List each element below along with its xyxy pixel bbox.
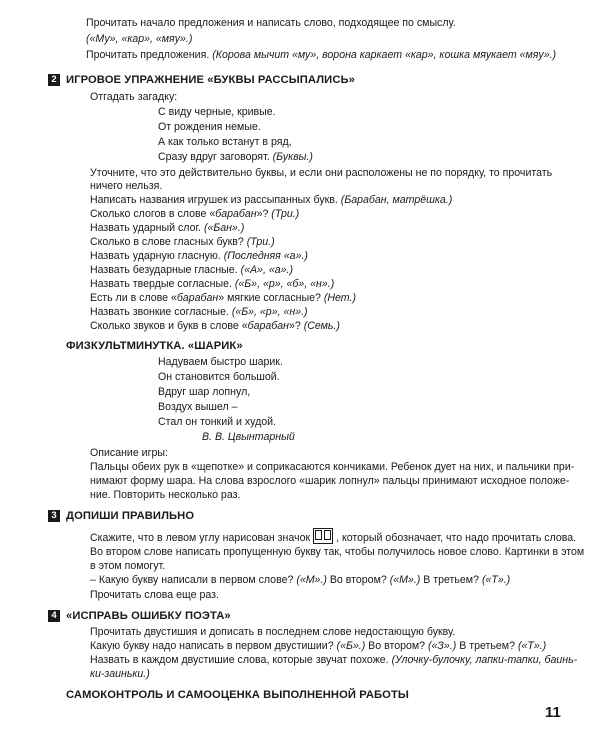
dialog-ans2: («М».): [389, 574, 421, 586]
dialog-ans1: («М».): [296, 574, 327, 586]
question-8-answer: (Нет.): [323, 292, 356, 304]
dialog-q2: Во втором?: [326, 574, 390, 586]
clarify-line-2: ничего нельзя.: [90, 180, 163, 192]
section-3-number: 3: [48, 510, 60, 522]
section-4-line-2: [90, 640, 546, 653]
poem-line-5: Стал он тонкий и худой.: [158, 416, 277, 428]
question-9-text: Назвать звонкие согласные.: [90, 306, 232, 318]
section-2-title: ИГРОВОЕ УПРАЖНЕНИЕ «БУКВЫ РАССЫПАЛИСЬ»: [66, 74, 355, 86]
read-words-icon: [313, 528, 333, 544]
fizminutka-title: ФИЗКУЛЬТМИНУТКА. «ШАРИК»: [66, 340, 243, 352]
section-4-line-4: ки-заиньки.): [90, 668, 150, 680]
s4-ans3: («Т».): [517, 640, 547, 652]
section-3-line-5: Прочитать слова еще раз.: [90, 589, 219, 601]
question-2-text-a: Сколько слогов в слове «: [90, 208, 216, 220]
s4-ans1: («Б».): [336, 640, 366, 652]
question-7-answer: («Б», «р», «б», «н».): [234, 278, 335, 290]
dialog-ans3: («Т».): [481, 574, 511, 586]
section-3-line-1-a: Скажите, что в левом углу нарисован значок: [90, 532, 311, 544]
game-desc-line-1: Пальцы обеих рук в «щепотке» и соприкасаются кончиками. Ребенок дует на них, и пальчики при-: [90, 461, 575, 473]
question-6-text: Назвать безударные гласные.: [90, 264, 241, 276]
question-6: [90, 264, 293, 277]
section-4-number: 4: [48, 610, 60, 622]
question-3-answer: («Бан».): [203, 222, 245, 234]
question-1-text: Написать названия игрушек из рассыпанных букв.: [90, 194, 341, 206]
question-5-answer: (Последняя «а».): [223, 250, 308, 262]
section-4-title: «ИСПРАВЬ ОШИБКУ ПОЭТА»: [66, 610, 231, 622]
question-1-answer: (Барабан, матрёшка.): [340, 194, 453, 206]
question-7-text: Назвать твердые согласные.: [90, 278, 235, 290]
question-5-text: Назвать ударную гласную.: [90, 250, 224, 262]
question-5: [90, 250, 308, 263]
section-4-line-1: Прочитать двустишия и дописать в последнем слове недостающую букву.: [90, 626, 456, 638]
question-9: [90, 306, 308, 319]
question-4: [90, 236, 275, 249]
question-3-text: Назвать ударный слог.: [90, 222, 204, 234]
question-8-word: барабан: [176, 292, 219, 304]
question-10-text-b: »?: [288, 320, 304, 332]
s4-q2: Во втором?: [365, 640, 429, 652]
question-7: [90, 278, 334, 291]
self-control-title: САМОКОНТРОЛЬ И САМООЦЕНКА ВЫПОЛНЕННОЙ РАБОТЫ: [66, 689, 409, 701]
question-8-text-b: » мягкие согласные?: [218, 292, 324, 304]
riddle-last: Сразу вдруг заговорят.: [158, 151, 273, 163]
riddle-answer: (Буквы.): [272, 151, 313, 163]
section-3-dialog: [90, 574, 510, 587]
section-3-line-1: [90, 528, 576, 545]
poem-author: В. В. Цвынтарный: [202, 431, 295, 443]
intro-options: («Му», «кар», «мяу».): [86, 33, 193, 45]
s4-q1: Какую букву надо написать в первом двустишии?: [90, 640, 337, 652]
dialog-q1: – Какую букву написали в первом слове?: [90, 574, 297, 586]
question-8: [90, 292, 356, 305]
question-2: [90, 208, 299, 221]
poem-line-4: Воздух вышел –: [158, 401, 238, 413]
question-2-word: барабан: [215, 208, 257, 220]
s4-line3-text: Назвать в каждом двустишие слова, которые звучат похоже.: [90, 654, 392, 666]
section-3-line-1-b: , который обозначает, что надо прочитать слова.: [336, 532, 577, 544]
game-desc-line-3: ние. Повторить несколько раз.: [90, 489, 241, 501]
poem-line-1: Надуваем быстро шарик.: [158, 356, 283, 368]
question-8-text-a: Есть ли в слове «: [90, 292, 177, 304]
question-4-answer: (Три.): [246, 236, 275, 248]
s4-line3-answer: (Улочку-булочку, лапки-тапки, баинь-: [391, 654, 578, 666]
question-9-answer: («Б», «р», «н».): [231, 306, 308, 318]
clarify-line-1: Уточните, что это действительно буквы, и если они расположены не по порядку, то прочитать: [90, 167, 553, 179]
question-10-word: барабан: [247, 320, 289, 332]
dialog-q3: В третьем?: [420, 574, 482, 586]
game-desc-line-2: нимают форму шара. На слова взрослого «шарик лопнул» пальцы принимают исходное положе-: [90, 475, 570, 487]
question-10: [90, 320, 340, 333]
section-3-title: ДОПИШИ ПРАВИЛЬНО: [66, 510, 195, 522]
question-6-answer: («А», «а».): [240, 264, 293, 276]
riddle-line-2: От рождения немые.: [158, 121, 261, 133]
question-1: [90, 194, 452, 207]
intro-read-answer: (Корова мычит «му», ворона каркает «кар», кошка мяукает «мяу».): [212, 49, 557, 61]
question-2-answer: (Три.): [271, 208, 300, 220]
riddle-label: Отгадать загадку:: [90, 91, 178, 103]
question-3: [90, 222, 244, 235]
question-10-answer: (Семь.): [303, 320, 340, 332]
poem-line-2: Он становится большой.: [158, 371, 280, 383]
intro-text: Прочитать начало предложения и написать слово, подходящее по смыслу.: [86, 17, 456, 29]
question-4-text: Сколько в слове гласных букв?: [90, 236, 247, 248]
section-3-line-3: в этом помогут.: [90, 560, 166, 572]
riddle-line-3: А как только встанут в ряд,: [158, 136, 292, 148]
game-desc-label: Описание игры:: [90, 447, 168, 459]
riddle-line-1: С виду черные, кривые.: [158, 106, 276, 118]
intro-read-line: [86, 49, 556, 62]
question-2-text-b: »?: [256, 208, 272, 220]
page-number: 11: [545, 704, 561, 721]
question-10-text-a: Сколько звуков и букв в слове «: [90, 320, 248, 332]
section-2-number: 2: [48, 74, 60, 86]
intro-read-label: Прочитать предложения.: [86, 49, 213, 61]
riddle-line-4: [158, 151, 313, 164]
section-4-line-3: [90, 654, 577, 667]
section-3-line-2: Во втором слове написать пропущенную букву так, чтобы получилось новое слово. Картинки в этом: [90, 546, 585, 558]
s4-ans2: («З».): [428, 640, 457, 652]
s4-q3: В третьем?: [456, 640, 518, 652]
poem-line-3: Вдруг шар лопнул,: [158, 386, 251, 398]
